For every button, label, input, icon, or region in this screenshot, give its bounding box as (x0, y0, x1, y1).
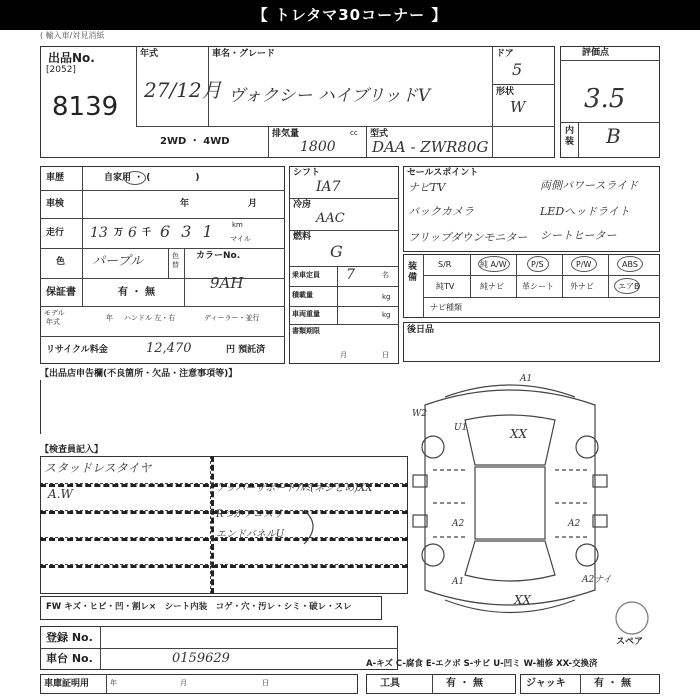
year-value: 27/12月 (144, 78, 222, 102)
equip-aw: 純 A/W (480, 260, 507, 269)
equip-abs-circle (617, 256, 643, 272)
garage-month-mark: 月 (180, 679, 187, 687)
lot-stamp: [2052] (46, 65, 76, 75)
mark-rear-a2: A2ナイ (582, 575, 612, 585)
inspector-block (40, 456, 408, 594)
weight-label: 車両重量 (292, 310, 320, 318)
fuel-value: G (330, 242, 343, 261)
shape-label: 形状 (496, 87, 515, 97)
score-label: 評価点 (582, 48, 610, 58)
garage-label: 車庫証明用 (44, 679, 90, 689)
navi-type-label: ナビ種類 (430, 303, 462, 312)
garage-day-mark: 日 (262, 679, 269, 687)
reg-period-label: 書類期限 (292, 327, 320, 335)
jack-label: ジャッキ (526, 678, 566, 689)
selling-point-6: シートヒーター (540, 229, 617, 242)
shift-value: IA7 (316, 179, 341, 195)
model-value: ヴォクシー ハイブリッドV (228, 86, 431, 106)
inspection-label: 車検 (46, 199, 65, 209)
spare-label: スペア (616, 637, 644, 647)
displacement-unit: cc (350, 129, 358, 137)
ac-label: 冷房 (293, 200, 312, 210)
inspector-note-5: エンドパネルU (216, 529, 285, 540)
equip-airbag-circle (614, 278, 640, 294)
model-label: 車名・グレード (212, 49, 276, 59)
equip-aw-circle (478, 256, 510, 272)
mark-front-a1: A1 (520, 374, 533, 384)
score-value: 3.5 (584, 84, 626, 114)
equip-sr: S/R (438, 260, 452, 269)
spare-tire-icon (612, 598, 652, 638)
interior-label: 内装 (565, 126, 575, 147)
mileage-unit-km: km (232, 221, 243, 229)
handle-label: ハンドル 左・右 (124, 314, 176, 322)
capacity-value: 7 (346, 267, 355, 283)
mileage-man: 万 (114, 228, 124, 238)
mileage-value-a: 13 (90, 225, 108, 241)
mileage-unit-mile: マイル (230, 235, 251, 243)
dealer-label: ディーラー・並行 (204, 314, 260, 322)
reg-month-label: 月 (340, 351, 347, 359)
selling-point-5: フリップダウンモニター (408, 231, 528, 244)
weight-unit: kg (382, 311, 391, 319)
doors-label: ドア (496, 49, 514, 59)
post-install-label: 後日品 (407, 325, 435, 335)
mark-u1: U1 (454, 423, 468, 433)
equip-leather: 革シート (522, 282, 554, 291)
mark-w2: W2 (412, 409, 427, 419)
mileage-label: 走行 (46, 228, 65, 238)
repaint-label: 色替 (172, 252, 179, 269)
inspector-label: 【検査員記入】 (40, 445, 104, 455)
equip-navi: 純ナビ (480, 282, 504, 291)
mark-hood-xx: XX (510, 427, 528, 441)
fw-row-text: FW キズ・ヒビ・凹・割レ× シート内装 コゲ・穴・汚レ・シミ・破レ・スレ (46, 602, 352, 612)
recycle-value: 12,470 (146, 341, 192, 356)
warranty-label: 保証書 (46, 287, 76, 298)
post-install-block (403, 322, 660, 362)
doors-value: 5 (512, 60, 523, 79)
selling-point-4: LEDヘッドライト (540, 205, 630, 218)
mileage-value-c: 6 3 1 (160, 222, 216, 241)
banner: 【 トレタマ30コーナー 】 (0, 0, 700, 30)
private-use-circle (124, 171, 146, 185)
fuel-label: 燃料 (293, 232, 312, 242)
mileage-sen: 千 (142, 228, 152, 238)
tools-value: 有 ・ 無 (446, 678, 483, 689)
mark-rear-xx: XX (514, 593, 532, 607)
declaration-label: 【出品店申告欄(不良箇所・欠品・注意事項等)】 (40, 369, 238, 379)
model-year-year: 年 (106, 314, 113, 322)
chassis-no-value: 0159629 (172, 651, 230, 666)
mark-rear-a1: A1 (452, 577, 465, 587)
displacement-value: 1800 (300, 139, 336, 155)
equip-pw-circle (571, 256, 597, 272)
selling-point-2: 両側パワースライド (540, 179, 639, 192)
history-label: 車歴 (46, 173, 65, 183)
mark-left-a2: A2 (452, 519, 465, 529)
model-code-label: 型式 (370, 129, 389, 139)
equip-ps-circle (527, 256, 549, 272)
capacity-label: 乗車定員 (292, 271, 320, 279)
lot-label: 出品No. (48, 51, 95, 65)
selling-point-3: バックカメラ (408, 205, 474, 218)
inspector-note-3: アッパーサポートｱﾙﾐ(ネジとめ)XX (216, 483, 373, 494)
displacement-label: 排気量 (272, 129, 300, 139)
equip-pw: P/W (576, 260, 592, 269)
year-label: 年式 (140, 49, 159, 59)
mileage-value-b: 6 (128, 225, 137, 241)
car-damage-diagram (405, 375, 615, 625)
color-label: 色 (56, 257, 66, 267)
equip-abs: ABS (622, 260, 638, 269)
recycle-label: リサイクル料金 (46, 345, 108, 355)
interior-value: B (606, 124, 621, 148)
inspection-month-label: 月 (248, 199, 258, 209)
model-year-l2: 年式 (46, 318, 60, 326)
inspector-note-1: スタッドレスタイヤ (44, 461, 152, 475)
selling-points-label: セールスポイント (407, 168, 479, 178)
history-value: 自家用 ・ ( ) (104, 173, 200, 183)
registration-no-label: 登録 No. (46, 631, 93, 644)
selling-point-1: ナビTV (408, 181, 446, 194)
lot-number: 8139 (52, 92, 119, 122)
garage-year-mark: 年 (110, 679, 117, 687)
vehicle-info-block (40, 166, 285, 364)
reg-day-label: 日 (382, 351, 389, 359)
equip-tv: 純TV (436, 282, 455, 291)
load-label: 積載量 (292, 291, 313, 299)
equip-airbag: エアB (618, 282, 640, 291)
recycle-suffix: 円 預託済 (226, 345, 266, 355)
inspection-year-label: 年 (180, 199, 190, 209)
tools-label: 工具 (380, 678, 400, 689)
mark-right-a2: A2 (568, 519, 581, 529)
shift-label: シフト (293, 168, 321, 178)
chassis-no-label: 車台 No. (46, 652, 93, 665)
equip-ps: P/S (531, 260, 544, 269)
equipment-label: 装備 (408, 262, 418, 283)
bracket-mark (300, 508, 330, 548)
color-value: パープル (92, 254, 143, 269)
jack-value: 有 ・ 無 (594, 678, 631, 689)
header-cut-text: ( 輸入車/対見消紙 (40, 31, 105, 40)
model-code-value: DAA - ZWR80G (372, 138, 489, 156)
color-no-value: 9AH (210, 274, 244, 292)
color-no-label: カラーNo. (196, 251, 241, 261)
warranty-value: 有 ・ 無 (118, 287, 155, 298)
capacity-unit: 名 (382, 271, 389, 279)
equip-ext-navi: 外ナビ (570, 282, 594, 291)
shape-value: W (510, 98, 526, 116)
inspector-note-2: A.W (48, 487, 73, 501)
drive-label: 2WD ・ 4WD (160, 136, 230, 147)
model-year-l1: モデル (44, 309, 65, 317)
inspector-note-4: Rつかアコスリ (216, 509, 284, 520)
load-unit: kg (382, 293, 391, 301)
damage-legend: A-キズ C-腐食 E-エクボ S-サビ U-凹ミ W-補修 XX-交換済 (366, 659, 598, 669)
ac-value: AAC (316, 211, 345, 226)
